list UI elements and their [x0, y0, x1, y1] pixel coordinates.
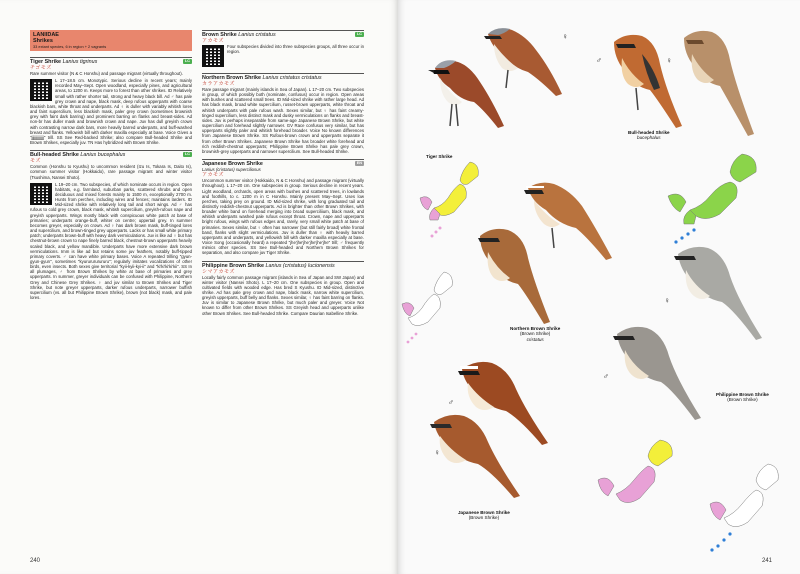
caption-bull-headed-shrike [628, 130, 670, 141]
qr-code-icon[interactable] [30, 79, 52, 101]
species-latin: Lanius cristatus cristatus [262, 75, 322, 81]
female-symbol: ♀ [434, 448, 440, 457]
japanese-name: モズ [30, 158, 42, 165]
text-column-2 [202, 30, 364, 321]
species-heading [30, 57, 192, 65]
species-heading [202, 159, 364, 167]
page-number: 240 [30, 558, 41, 564]
caption-tiger-shrike: Tiger Shrike [426, 154, 453, 159]
family-name: LANIIDAE [33, 32, 59, 38]
caption-group: (Brown Shrike) [519, 331, 551, 337]
caption-northern-brown-shrike [510, 326, 560, 342]
caption-title: Japanese Brown Shrike [458, 510, 510, 515]
female-symbol: ♀ [664, 296, 670, 305]
species-latin: Lanius tigrinus [62, 59, 98, 65]
text-column-1 [30, 30, 192, 305]
northern-brown-shrike-illustration-2 [468, 222, 568, 332]
species-body: L 19–20 cm. Two subspecies, of which nominate occurs in region. Open habitats, e.g. farmland, suburban parks, scattered shrubs and open deciduous and mixed forests mainly to 1500 m, exceptionally 2700 m. Hunts from perches, including wires and fences; maintains larders. ID Mid-sized shrike with relatively long tail and short wings. Ad ♂ has rufous to cold grey crown, black mask, whitish supercilium, greyish-rufous nape and greyish upperparts. Wings mostly black with conspicuous white patch at base of primaries; underparts orange-buff, whiter on centre; uppertail grey. In summer becomes greyer, especially on crown. Ad ♀ has dark brown mask, buff-tinged lores and supercilium, and brown-tinged grey upperparts. Lacks or has small white primary patch; underparts brown-buff with heavy dark vermiculations. Juv is like ad ♀ but has chestnut-brown crown to nape finely barred black, chestnut-brown upperparts heavily scaled black, and yellow mandible. Underparts have more extensive dark brown vermiculations. Imm is like ad but retains some juv feathers, notably buff-tipped primary coverts. ♂ can have white primary bases. Voice A repeated trilling "gyun-gyun-gyun", sometimes "kyururururururu"; regularly imitates vocalizations of other birds, even insects. Both sexes give territorial "kyii-kyii-kyi-ii" and "ki'ki'ki'ki'kii". SS In all plumages, ♂ from Brown Shrikes by white at base of primaries and grey upperparts. In summer, greyer individuals can be confused with Philippine, Northern Grey and Chinese Grey Shrikes. ♀ and juv similar to Brown Shrikes and Tiger Shrike, but note greyer upperparts, darker rufous underparts, narrower buffish supercilium (vs. all but Philippine Brown Shrike), brown (not black) mask, and pale lores. [30, 181, 192, 301]
species-name: Philippine Brown Shrike [202, 262, 265, 269]
species-philippine-brown-shrike [202, 261, 364, 316]
caption-japanese-brown-shrike [458, 510, 510, 521]
family-note: 33 extant species, 6 in region + 2 vagrants [33, 44, 107, 49]
tiger-shrike-female-illustration [478, 20, 568, 110]
species-tiger-shrike [30, 57, 192, 145]
species-name: Bull-headed Shrike [30, 152, 79, 159]
caption-subspecies: bucephalus [637, 135, 661, 141]
japanese-name: アカモズ [202, 172, 224, 179]
family-common-name: Shrikes [33, 38, 53, 44]
species-name: Japanese Brown Shrike [202, 161, 263, 168]
right-page [398, 0, 800, 574]
species-latin: Lanius (cristatus) lucionensis [265, 262, 335, 269]
status-badge: LC [356, 32, 362, 36]
species-intro: Common (Honshu to Kyushu) to uncommon resident (Izu Is, Tokara Is, Daito Is), common summer visitor (Hokkaido), rare passage migrant and winter visitor (Tsushima, Nansei Shoto). [30, 164, 192, 180]
female-symbol: ♀ [666, 56, 672, 65]
male-symbol: ♂ [596, 56, 602, 65]
left-page [0, 0, 398, 574]
species-latin: Lanius cristatus [238, 32, 276, 38]
northern-brown-shrike-range-map [400, 268, 470, 352]
species-northern-brown-shrike [202, 73, 364, 154]
japanese-name: カラアカモズ [202, 81, 235, 87]
status-badge: LC [184, 152, 190, 157]
caption-title: Bull-headed Shrike [628, 130, 670, 135]
male-symbol: ♂ [448, 398, 454, 407]
species-body: Rare passage migrant (mainly islands in Sea of Japan). L 17–20 cm. Two subspecies in group, of which possibly both (nominate, confusus) occur in region. Open areas with bushes and scattered small trees. ID Mid-sized shrike with rather large head. Ad has black mask, broad white supercilium, russet-brown upperparts, white throat and whitish underparts with pale rufous wash. Sexes similar, but ♀ has faint creamy-tinged supercilium, less distinct mask and dusky vermiculations on flanks and breast-sides. Juv is perhaps inseparable from same-age Japanese Brown Shrike, but white supercilium and forehead slightly narrower. GV Race confusus very similar, but has upperparts slightly paler and whitish forehead broader. Voice No known differences from Japanese Brown Shrike. SS Rufous-brown crown and upperparts separate it from other Brown Shrikes. Japanese Brown Shrike has broader white forehead and rich reddish-chestnut upperparts; Philippine Brown Shrike has pale grey crown, brownish-grey upperparts and narrower supercilium. See Bull-headed Shrike. [202, 87, 364, 154]
species-heading [202, 261, 364, 269]
philippine-brown-shrike-illustration-2 [603, 320, 713, 430]
species-name: Brown Shrike [202, 32, 237, 38]
qr-code-icon[interactable] [202, 45, 224, 67]
qr-code-icon[interactable] [30, 183, 52, 205]
bull-headed-shrike-range-map [666, 150, 776, 248]
caption-subspecies: cristatus [526, 336, 544, 342]
caption-group: (Brown Shrike) [727, 397, 758, 403]
japanese-name: アカモズ [202, 38, 224, 44]
male-symbol: ♂ [603, 372, 609, 381]
caption-philippine-brown-shrike [716, 392, 769, 403]
japanese-brown-shrike-range-map [596, 436, 692, 532]
caption-title: Northern Brown Shrike [510, 326, 561, 331]
bull-headed-shrike-female-illustration [666, 24, 766, 144]
status-badge: LC [184, 59, 190, 63]
female-symbol: ♀ [562, 32, 568, 41]
caption-title: Philippine Brown Shrike [716, 392, 769, 397]
caption-group: (Brown Shrike) [468, 515, 500, 521]
species-heading [202, 73, 364, 81]
species-brown-shrike [202, 30, 364, 68]
species-name: Tiger Shrike [30, 59, 62, 65]
species-japanese-brown-shrike [202, 159, 364, 256]
philippine-brown-shrike-range-map [708, 460, 798, 556]
species-body: L 17–18.5 cm. Monotypic. Serious decline in recent years; mainly recorded May–Sept. Open woodland, especially pines, and agricultural areas, to 1200 m. Keeps more to forest than other shrikes. ID Relatively small with rather shorter tail, strong and heavy black bill. Ad ♂ has pale grey crown and nape, black mask, deep rufous upperparts with coarse blackish bars, white throat and underparts. Ad ♀ is duller with variably whitish lores and faint supercilium, less blackish mask, paler grey crown (sometimes brownish grey with faint dark barring) and prominent barring on flanks and breast-sides. Ad non-br has duller mask and brownish crown and nape. Juv has dull greyish crown with contrasting narrow dark bars, more heavily barred underparts, and buff-washed breast and flanks. Yellowish bill with darker maxilla especially at base. Voice Gives a "jjjjjjjjjjjjj" trill. SS See Red-backed Shrike; also compare Bull-headed Shrike and Brown Shrikes, especially juv. TN Has hybridized with Brown Shrike. [30, 78, 192, 146]
species-latin: Lanius (cristatus) superciliosus [202, 167, 261, 173]
status-badge: EN [356, 161, 362, 166]
species-body: Locally fairly common passage migrant (islands in Sea of Japan and SW Japan) and winter visitor (Nansei Shoto). L 17–20 cm. One subspecies in group. Open and cultivated fields with wooded edge. Has bred S Kyushu. ID Mid-sized, distinctive shrike. Ad has pale grey crown and nape, black mask, narrow white supercilium, greyish upperparts, buff belly and flanks. Sexes similar, ♀ has faint barring on flanks. Juv is similar to Japanese Brown Shrike, but much paler and greyer. Voice Not known to differ from other Brown Shrikes. SS Greyish head and upperparts unlike other Brown Shrikes. See Bull-headed Shrike. Compare Daurian Isabelline Shrike. [202, 274, 364, 316]
japanese-name: チゴモズ [30, 65, 52, 71]
species-bull-headed-shrike [30, 150, 192, 300]
page-number: 241 [761, 558, 772, 564]
species-latin: Lanius bucephalus [80, 152, 126, 159]
japanese-brown-shrike-female-illustration [420, 408, 530, 508]
species-heading [30, 150, 192, 158]
species-body: Uncommon summer visitor (Hokkaido, N & C Honshu) and passage migrant (virtually throughout). L 17–20 cm. One subspecies in group. Serious decline in recent years. Light woodland, orchards, open areas with bushes and scattered trees, in lowlands and foothills, to c. 1200 m in C Honshu. Mainly present May–Sept. Uses low perches, taking prey on ground. ID Mid-sized shrike, with long graduated tail and distinctly reddish-chestnut upperparts. Ad is brighter than other Brown Shrikes, with broader white band on forehead merging into broad superciliium, black mask, and whitish underparts washed pale rufous except throat. Crown, nape and upperparts bright rufous, wings with rufous edges and, rarely, very small white patch at base of primaries. Sexes similar, but ♀ often has narrower (but still fairly broad) white frontal band, flanks with slight vermiculations. Juv is duller than ♀ with heavily barred upperparts and underparts, and yellowish bill with darker maxilla especially at base. Voice Song (occasionally heard) a repeated "jhe'jhe'jhe'jhe'jhe'jhe" trill; ♂ frequently mimics other species. SS See Bull-headed and Northern Brown Shrikes for separation, and also compare juv Tiger Shrike. [202, 178, 364, 256]
species-intro: Rare summer visitor (N & C Honshu) and passage migrant (virtually throughout). [30, 71, 183, 76]
species-name: Northern Brown Shrike [202, 75, 262, 81]
species-heading [202, 30, 364, 38]
japanese-name: シマアカモズ [202, 268, 235, 275]
species-intro: Four subspecies divided into three subspecies groups, all three occur in region. [227, 44, 364, 55]
family-header [30, 30, 192, 51]
